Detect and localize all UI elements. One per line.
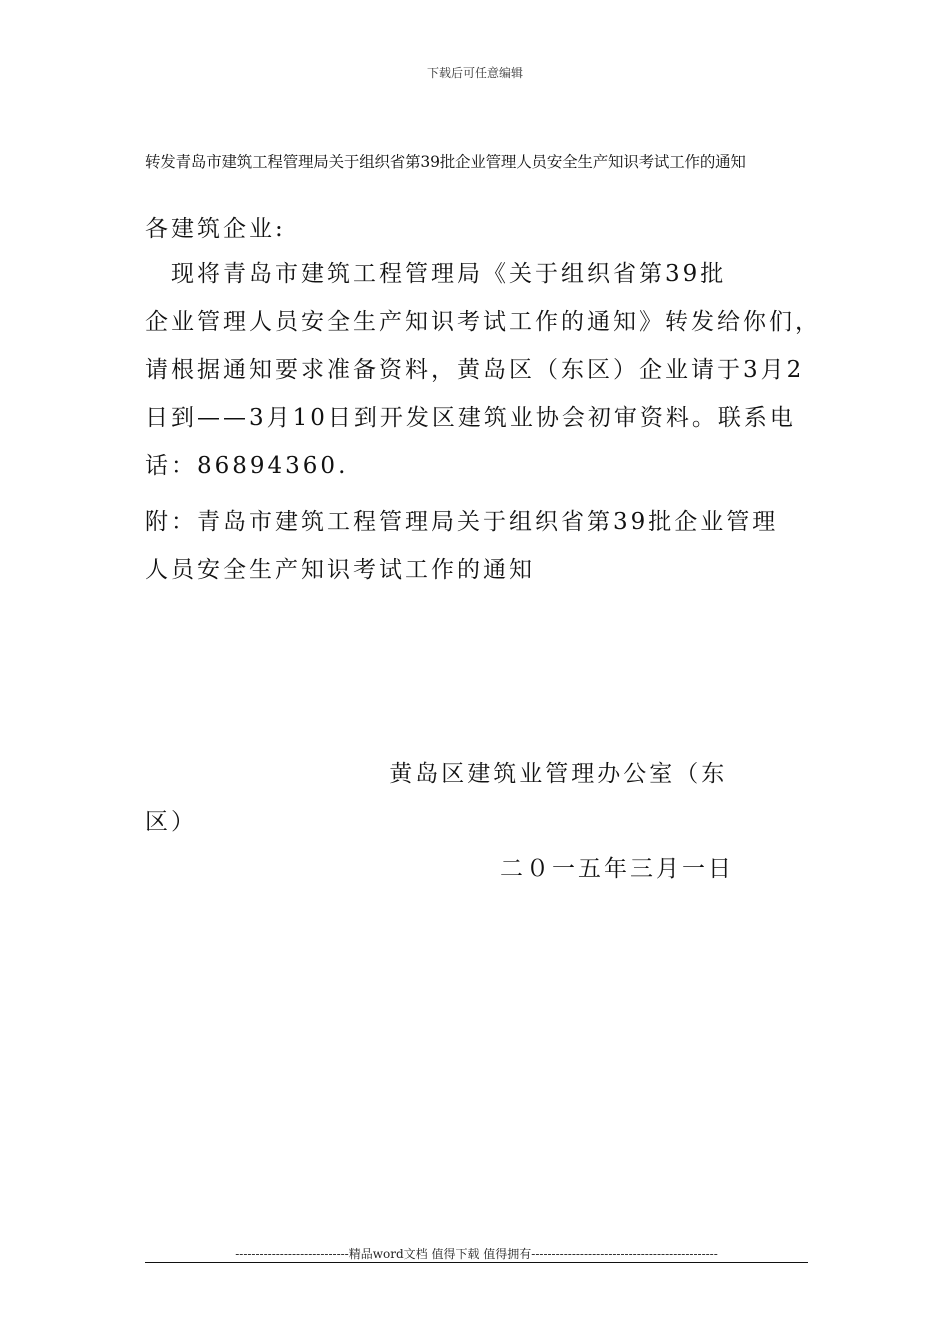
paragraph-line: 企业管理人员安全生产知识考试工作的通知》转发给你们， bbox=[145, 309, 821, 335]
paragraph-line: 日到——3月10日到开发区建筑业协会初审资料。联系电 bbox=[145, 405, 796, 431]
document-date: 二０一五年三月一日 bbox=[500, 856, 734, 882]
main-paragraph bbox=[145, 250, 821, 490]
signer-block bbox=[145, 750, 810, 846]
salutation: 各建筑企业: bbox=[145, 216, 286, 242]
paragraph-line: 现将青岛市建筑工程管理局《关于组织省第39批 bbox=[145, 261, 727, 287]
attachment-note bbox=[145, 498, 810, 594]
attachment-line: 人员安全生产知识考试工作的通知 bbox=[145, 557, 535, 583]
signer-line: 区） bbox=[145, 809, 197, 835]
attachment-line: 附：青岛市建筑工程管理局关于组织省第39批企业管理 bbox=[145, 509, 779, 535]
header-note: 下载后可任意编辑 bbox=[426, 66, 523, 80]
footer-divider bbox=[145, 1262, 808, 1263]
footer-note: ----------------------------精品word文档 值得下载 值得拥有---------------------------------------------- bbox=[235, 1247, 718, 1261]
document-title: 转发青岛市建筑工程管理局关于组织省第39批企业管理人员安全生产知识考试工作的通知 bbox=[145, 153, 746, 171]
paragraph-line: 话：86894360. bbox=[145, 453, 349, 479]
signer-line: 黄岛区建筑业管理办公室（东 bbox=[145, 761, 728, 787]
paragraph-line: 请根据通知要求准备资料，黄岛区（东区）企业请于3月2 bbox=[145, 357, 805, 383]
